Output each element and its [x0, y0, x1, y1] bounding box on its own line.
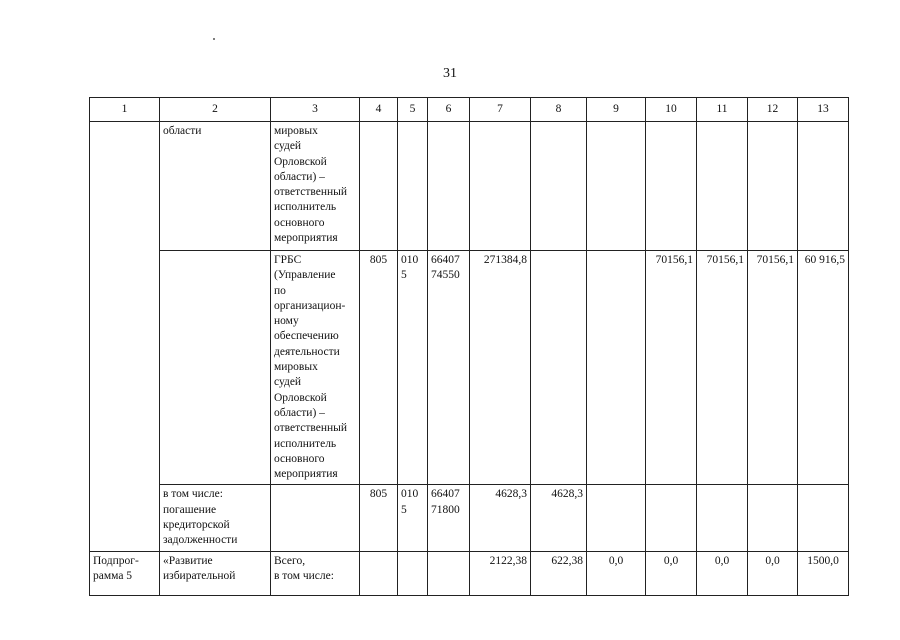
table-cell-col8: [531, 251, 587, 485]
cell-line: судей: [274, 140, 302, 153]
header-cell: 10: [646, 98, 697, 122]
table-cell-col5: [398, 551, 428, 595]
page-number: 31: [443, 66, 457, 81]
table-cell-col9: [587, 251, 646, 485]
cell-line: мероприятия: [274, 232, 338, 245]
header-cell: 12: [748, 98, 798, 122]
header-cell: 1: [90, 98, 160, 122]
cell-line: области) –: [274, 170, 325, 183]
cell-line: 5: [401, 503, 407, 516]
table-cell-col9: [587, 122, 646, 251]
table-cell-col7: 271384,8: [470, 251, 531, 485]
cell-line: обеспечению: [274, 330, 339, 343]
table-cell-col1: [90, 551, 160, 595]
cell-line: деятельности: [274, 345, 340, 358]
table-cell-col6: [428, 251, 470, 485]
table-cell-col8: 4628,3: [531, 485, 587, 551]
table-cell-col13: [798, 485, 849, 551]
cell-line: ному: [274, 315, 299, 328]
table-cell-col13: 1500,0: [798, 551, 849, 595]
table-cell-col8: [531, 122, 587, 251]
table-row: [90, 551, 849, 595]
cell-line: судей: [274, 376, 302, 389]
table-cell-col3: [271, 485, 360, 551]
header-cell: 5: [398, 98, 428, 122]
table-cell-col12: [748, 485, 798, 551]
cell-line: 5: [401, 269, 407, 282]
scan-speck: [213, 38, 215, 40]
table-cell-col7: 4628,3: [470, 485, 531, 551]
cell-line: 66407: [431, 488, 460, 501]
cell-line: 66407: [431, 254, 460, 266]
header-cell: 3: [271, 98, 360, 122]
cell-line: основного: [274, 216, 325, 229]
header-cell: 11: [697, 98, 748, 122]
table-cell-col10: 70156,1: [646, 251, 697, 485]
table-cell-col7: 2122,38: [470, 551, 531, 595]
table-cell-col4: 805: [360, 251, 398, 485]
table-cell-col4: [360, 122, 398, 251]
table-cell-col5: [398, 122, 428, 251]
cell-line: 74550: [431, 269, 460, 282]
table-cell-col6: [428, 551, 470, 595]
table-cell-col5: [398, 485, 428, 551]
cell-line: избирательной: [163, 569, 236, 582]
cell-line: «Развитие: [163, 554, 213, 567]
table-cell-col2: [160, 251, 271, 485]
table-cell-col6: [428, 122, 470, 251]
cell-line: мероприятия: [274, 468, 338, 481]
cell-line: 010: [401, 488, 419, 501]
cell-line: организацион-: [274, 299, 346, 312]
cell-line: Орловской: [274, 155, 327, 168]
table-cell-col11: 70156,1: [697, 251, 748, 485]
cell-line: исполнитель: [274, 437, 337, 450]
cell-line: 71800: [431, 503, 460, 516]
table-cell-col12: 0,0: [748, 551, 798, 595]
table-cell-col11: [697, 122, 748, 251]
cell-line: (Управление: [274, 269, 336, 282]
cell-line: Орловской: [274, 391, 327, 404]
budget-table: [89, 97, 849, 596]
header-cell: 4: [360, 98, 398, 122]
table-cell-col4: 805: [360, 485, 398, 551]
table-row: [90, 485, 849, 551]
cell-line: кредиторской: [163, 519, 230, 532]
header-cell: 8: [531, 98, 587, 122]
table-cell-col2: [160, 551, 271, 595]
table-cell-col11: [697, 485, 748, 551]
cell-line: основного: [274, 452, 325, 465]
table-cell-col9: 0,0: [587, 551, 646, 595]
cell-line: исполнитель: [274, 201, 337, 214]
table-cell-col8: 622,38: [531, 551, 587, 595]
header-row: [90, 98, 849, 122]
table-cell-col12: [748, 122, 798, 251]
table-cell-col13: 60 916,5: [798, 251, 849, 485]
table-cell-col3: [271, 251, 360, 485]
table-cell-col3: [271, 122, 360, 251]
table-cell-col10: [646, 122, 697, 251]
table-cell-col5: [398, 251, 428, 485]
cell-line: задолженности: [163, 534, 238, 547]
cell-line: ГРБС: [274, 254, 302, 266]
cell-line: Всего,: [274, 554, 306, 567]
header-cell: 13: [798, 98, 849, 122]
table-cell-col12: 70156,1: [748, 251, 798, 485]
cell-line: в том числе:: [163, 488, 223, 501]
cell-line: в том числе:: [274, 569, 334, 582]
table-cell-col4: [360, 551, 398, 595]
table-cell-col7: [470, 122, 531, 251]
cell-line: ответственный: [274, 186, 348, 199]
table-cell-col1-merged: [90, 122, 160, 552]
header-cell: 6: [428, 98, 470, 122]
table-cell-col9: [587, 485, 646, 551]
cell-line: 010: [401, 254, 419, 266]
table-cell-col11: 0,0: [697, 551, 748, 595]
table-row: [90, 251, 849, 485]
table-cell-col10: 0,0: [646, 551, 697, 595]
table-row: [90, 122, 849, 251]
cell-line: мировых: [274, 125, 318, 137]
table-cell-col6: [428, 485, 470, 551]
table-cell-col2: области: [160, 122, 271, 251]
cell-line: мировых: [274, 361, 318, 374]
table-cell-col10: [646, 485, 697, 551]
cell-line: Подпрог-: [93, 554, 139, 567]
cell-line: области) –: [274, 406, 325, 419]
table-cell-col2: [160, 485, 271, 551]
cell-line: погашение: [163, 503, 217, 516]
cell-line: по: [274, 284, 286, 297]
cell-line: ответственный: [274, 422, 348, 435]
cell-line: рамма 5: [93, 569, 133, 582]
table-cell-col13: [798, 122, 849, 251]
header-cell: 2: [160, 98, 271, 122]
header-cell: 9: [587, 98, 646, 122]
header-cell: 7: [470, 98, 531, 122]
table-cell-col3: [271, 551, 360, 595]
